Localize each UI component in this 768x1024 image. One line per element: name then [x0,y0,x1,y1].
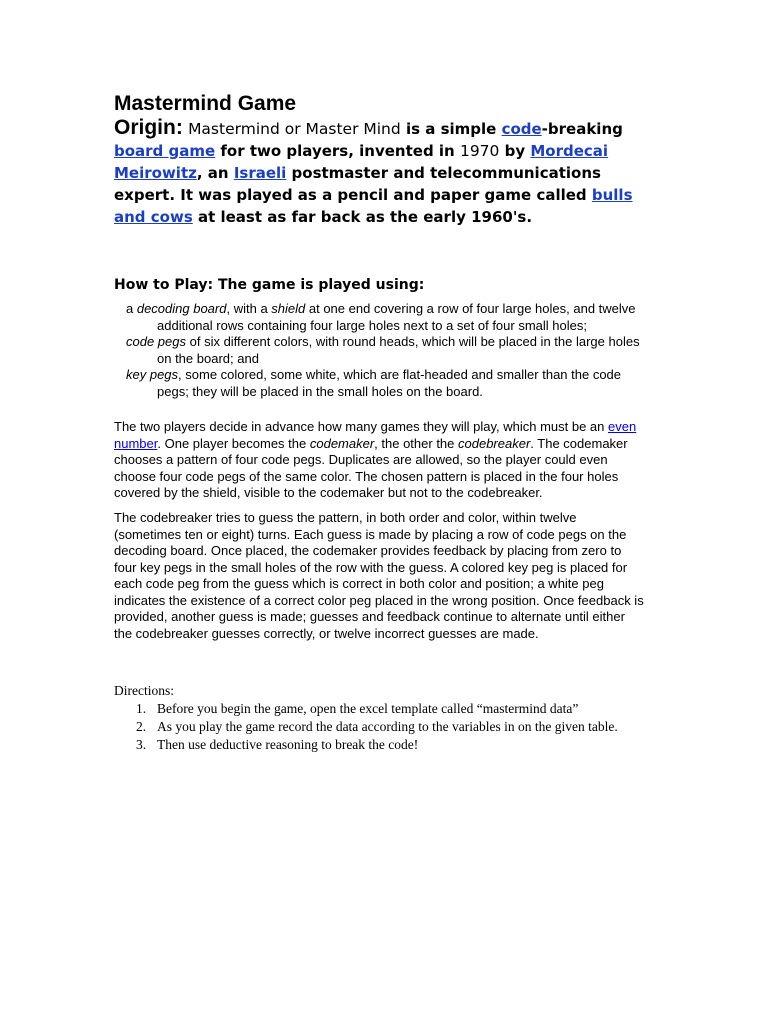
item-term: shield [271,301,306,316]
paragraph-gameplay: The codebreaker tries to guess the pattern, in both order and color, within twelve (sometimes ten or eight) turns. Each guess is made by placing a row of code pegs on the decoding board. Once placed, the codemaker provides feedback by placing from zero to four key pegs in the small holes of the row with the guess. A colored key peg is placed for each code peg from the guess which is correct in both color and position; a white peg indicates the existence of a correct color peg placed in the wrong position. Once feedback is provided, another guess is made; guesses and feedback continue to alternate until either the codebreaker guesses correctly, or twelve incorrect guesses are made. [114,510,644,641]
list-item [114,718,644,736]
list-item [126,334,641,367]
page-title: Mastermind Game [114,92,297,115]
list-item [114,736,644,754]
origin-text: Mastermind [188,120,280,138]
directions-label: Directions: [114,683,174,698]
link-even-number[interactable]: even number [114,419,637,451]
link-bulls-and-cows[interactable]: bulls and cows [114,186,633,226]
item-text: of six different colors, with round heads, which will be placed in the large holes on the board; and [157,334,640,366]
origin-text: , an [196,164,234,182]
how-to-play-heading: How to Play: The game is played using: [114,277,425,293]
paragraph-text: . The codemaker chooses a pattern of four code pegs. Duplicates are allowed, so the player could even choose four code pegs of the same color. The chosen pattern is placed in the four holes covered by the shield, visible to the codemaker but not to the codebreaker. [114,435,628,500]
list-number: 1. [136,701,147,716]
item-text: at one end covering a row of four large holes, and twelve additional rows containing four large holes next to a set of four small holes; [157,301,636,333]
paragraph-term: codemaker [309,435,375,451]
origin-text: postmaster and telecommunications expert. It was played as a pencil and paper game called [114,164,601,204]
item-term: code pegs [126,334,186,349]
origin-label: Origin: [114,116,183,139]
link-mordecai-meirowitz[interactable]: Mordecai Meirowitz [114,142,609,182]
link-board-game[interactable]: board game [114,142,216,160]
list-item [126,301,641,334]
item-text: a [126,301,137,316]
origin-text: Master Mind [305,120,401,138]
origin-text: by [499,142,531,160]
origin-text: at least as far back as the early 1960's. [192,208,533,226]
item-text: , with a [226,301,272,316]
paragraph-text: . One player becomes the [157,435,310,451]
list-text: As you play the game record the data according to the variables in on the given table. [157,719,618,734]
item-text: , some colored, some white, which are flat-headed and smaller than the code pegs; they will be placed in the small holes on the board. [157,367,622,399]
origin-paragraph [114,117,644,228]
list-text: Then use deductive reasoning to break the code! [157,737,419,752]
list-item [114,700,644,718]
list-number: 2. [136,719,147,734]
directions-list [114,700,644,754]
origin-text: for two players, invented in [215,142,460,160]
origin-year: 1970 [459,142,500,160]
link-israeli[interactable]: Israeli [233,164,287,182]
item-term: key pegs [126,367,179,382]
origin-text: is a simple [400,120,502,138]
origin-text: -breaking [541,120,623,138]
origin-text: or [279,120,306,138]
item-term: decoding board [136,301,227,316]
paragraph-setup [114,419,644,502]
link-code[interactable]: code [501,120,542,138]
equipment-list [126,301,641,400]
paragraph-text: , the other the [374,435,459,451]
paragraph-text: The two players decide in advance how many games they will play, which must be an [114,419,609,434]
list-number: 3. [136,737,147,752]
paragraph-term: codebreaker [458,435,531,451]
list-item [126,367,641,400]
list-text: Before you begin the game, open the excel template called “mastermind data” [157,701,579,716]
